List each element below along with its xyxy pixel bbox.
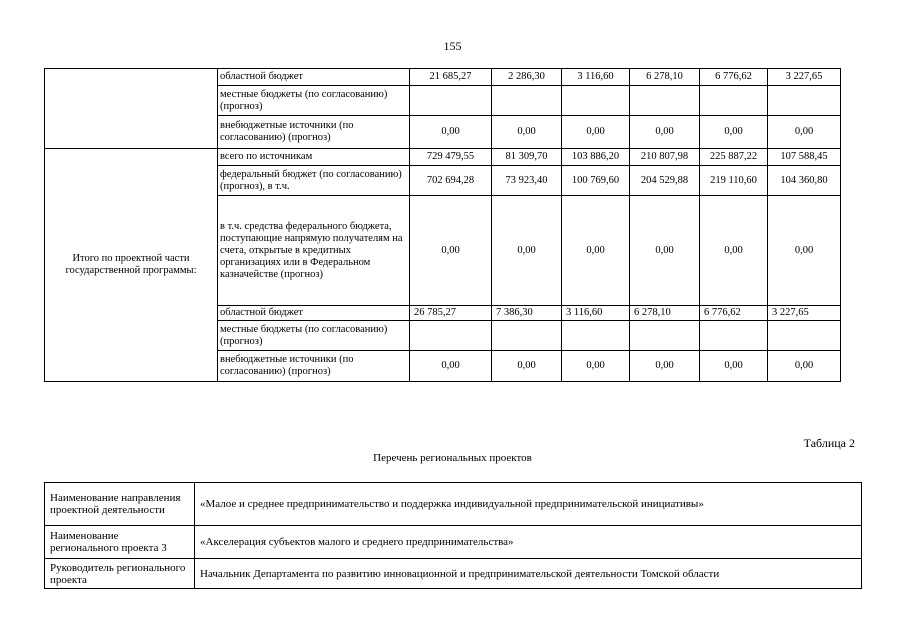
value-cell: 0,00 bbox=[630, 196, 700, 306]
value-cell: 0,00 bbox=[562, 116, 630, 149]
value-cell bbox=[630, 321, 700, 351]
value-cell: 73 923,40 bbox=[492, 166, 562, 196]
value-cell: 0,00 bbox=[410, 116, 492, 149]
value-cell: 26 785,27 bbox=[410, 306, 492, 321]
value-cell: 0,00 bbox=[410, 351, 492, 382]
value-cell: 0,00 bbox=[492, 196, 562, 306]
value-cell: 0,00 bbox=[562, 351, 630, 382]
value-cell: 0,00 bbox=[768, 196, 841, 306]
value-cell: 729 479,55 bbox=[410, 149, 492, 166]
value-cell: 6 278,10 bbox=[630, 69, 700, 86]
value-cell: 0,00 bbox=[492, 351, 562, 382]
value-cell: 81 309,70 bbox=[492, 149, 562, 166]
value-cell: 3 116,60 bbox=[562, 306, 630, 321]
value-cell bbox=[492, 86, 562, 116]
budget-table bbox=[44, 68, 841, 382]
value-cell: 0,00 bbox=[700, 351, 768, 382]
value-cell: 204 529,88 bbox=[630, 166, 700, 196]
group-label: Итого по проектной части государственной программы: bbox=[45, 149, 218, 382]
value-cell: 0,00 bbox=[492, 116, 562, 149]
value-cell: 104 360,80 bbox=[768, 166, 841, 196]
value-cell: 2 286,30 bbox=[492, 69, 562, 86]
table-row bbox=[45, 149, 841, 166]
table-caption: Таблица 2 bbox=[803, 436, 855, 450]
value-cell: 0,00 bbox=[410, 196, 492, 306]
source-label: всего по источникам bbox=[218, 149, 410, 166]
project-field-label: Руководитель регионального проекта bbox=[45, 559, 195, 589]
value-cell bbox=[768, 86, 841, 116]
value-cell: 6 776,62 bbox=[700, 69, 768, 86]
value-cell bbox=[630, 86, 700, 116]
source-label: в т.ч. средства федерального бюджета, поступающие напрямую получателям на счета, открытые в кредитных организациях или в Федеральном казначействе (прогноз) bbox=[218, 196, 410, 306]
source-label: местные бюджеты (по согласованию) (прогноз) bbox=[218, 321, 410, 351]
value-cell: 210 807,98 bbox=[630, 149, 700, 166]
value-cell: 103 886,20 bbox=[562, 149, 630, 166]
project-field-label: Наименование направления проектной деятельности bbox=[45, 483, 195, 526]
value-cell: 7 386,30 bbox=[492, 306, 562, 321]
source-label: областной бюджет bbox=[218, 306, 410, 321]
value-cell bbox=[492, 321, 562, 351]
value-cell: 702 694,28 bbox=[410, 166, 492, 196]
source-label: внебюджетные источники (по согласованию) (прогноз) bbox=[218, 116, 410, 149]
project-field-label: Наименование регионального проекта 3 bbox=[45, 526, 195, 559]
table-row bbox=[45, 559, 862, 589]
table-row bbox=[45, 483, 862, 526]
value-cell bbox=[410, 86, 492, 116]
value-cell: 3 227,65 bbox=[768, 69, 841, 86]
project-field-value: «Малое и среднее предпринимательство и поддержка индивидуальной предпринимательской инициативы» bbox=[195, 483, 862, 526]
source-label: областной бюджет bbox=[218, 69, 410, 86]
value-cell: 3 227,65 bbox=[768, 306, 841, 321]
value-cell: 6 278,10 bbox=[630, 306, 700, 321]
source-label: внебюджетные источники (по согласованию) (прогноз) bbox=[218, 351, 410, 382]
value-cell: 21 685,27 bbox=[410, 69, 492, 86]
value-cell bbox=[562, 321, 630, 351]
value-cell: 100 769,60 bbox=[562, 166, 630, 196]
value-cell: 0,00 bbox=[562, 196, 630, 306]
value-cell: 0,00 bbox=[700, 116, 768, 149]
value-cell bbox=[768, 321, 841, 351]
projects-table bbox=[44, 482, 862, 589]
source-label: федеральный бюджет (по согласованию) (прогноз), в т.ч. bbox=[218, 166, 410, 196]
source-label: местные бюджеты (по согласованию) (прогноз) bbox=[218, 86, 410, 116]
project-field-value: Начальник Департамента по развитию инновационной и предпринимательской деятельности Томской области bbox=[195, 559, 862, 589]
value-cell: 3 116,60 bbox=[562, 69, 630, 86]
value-cell: 0,00 bbox=[768, 116, 841, 149]
value-cell: 0,00 bbox=[630, 351, 700, 382]
page-number: 155 bbox=[443, 39, 462, 53]
value-cell: 225 887,22 bbox=[700, 149, 768, 166]
value-cell: 0,00 bbox=[630, 116, 700, 149]
group-label bbox=[45, 69, 218, 149]
value-cell: 0,00 bbox=[700, 196, 768, 306]
table-title: Перечень региональных проектов bbox=[373, 452, 532, 464]
value-cell bbox=[410, 321, 492, 351]
table-row bbox=[45, 526, 862, 559]
value-cell bbox=[700, 86, 768, 116]
value-cell bbox=[562, 86, 630, 116]
project-field-value: «Акселерация субъектов малого и среднего предпринимательства» bbox=[195, 526, 862, 559]
value-cell: 219 110,60 bbox=[700, 166, 768, 196]
value-cell: 0,00 bbox=[768, 351, 841, 382]
value-cell: 107 588,45 bbox=[768, 149, 841, 166]
table-row bbox=[45, 69, 841, 86]
value-cell: 6 776,62 bbox=[700, 306, 768, 321]
value-cell bbox=[700, 321, 768, 351]
